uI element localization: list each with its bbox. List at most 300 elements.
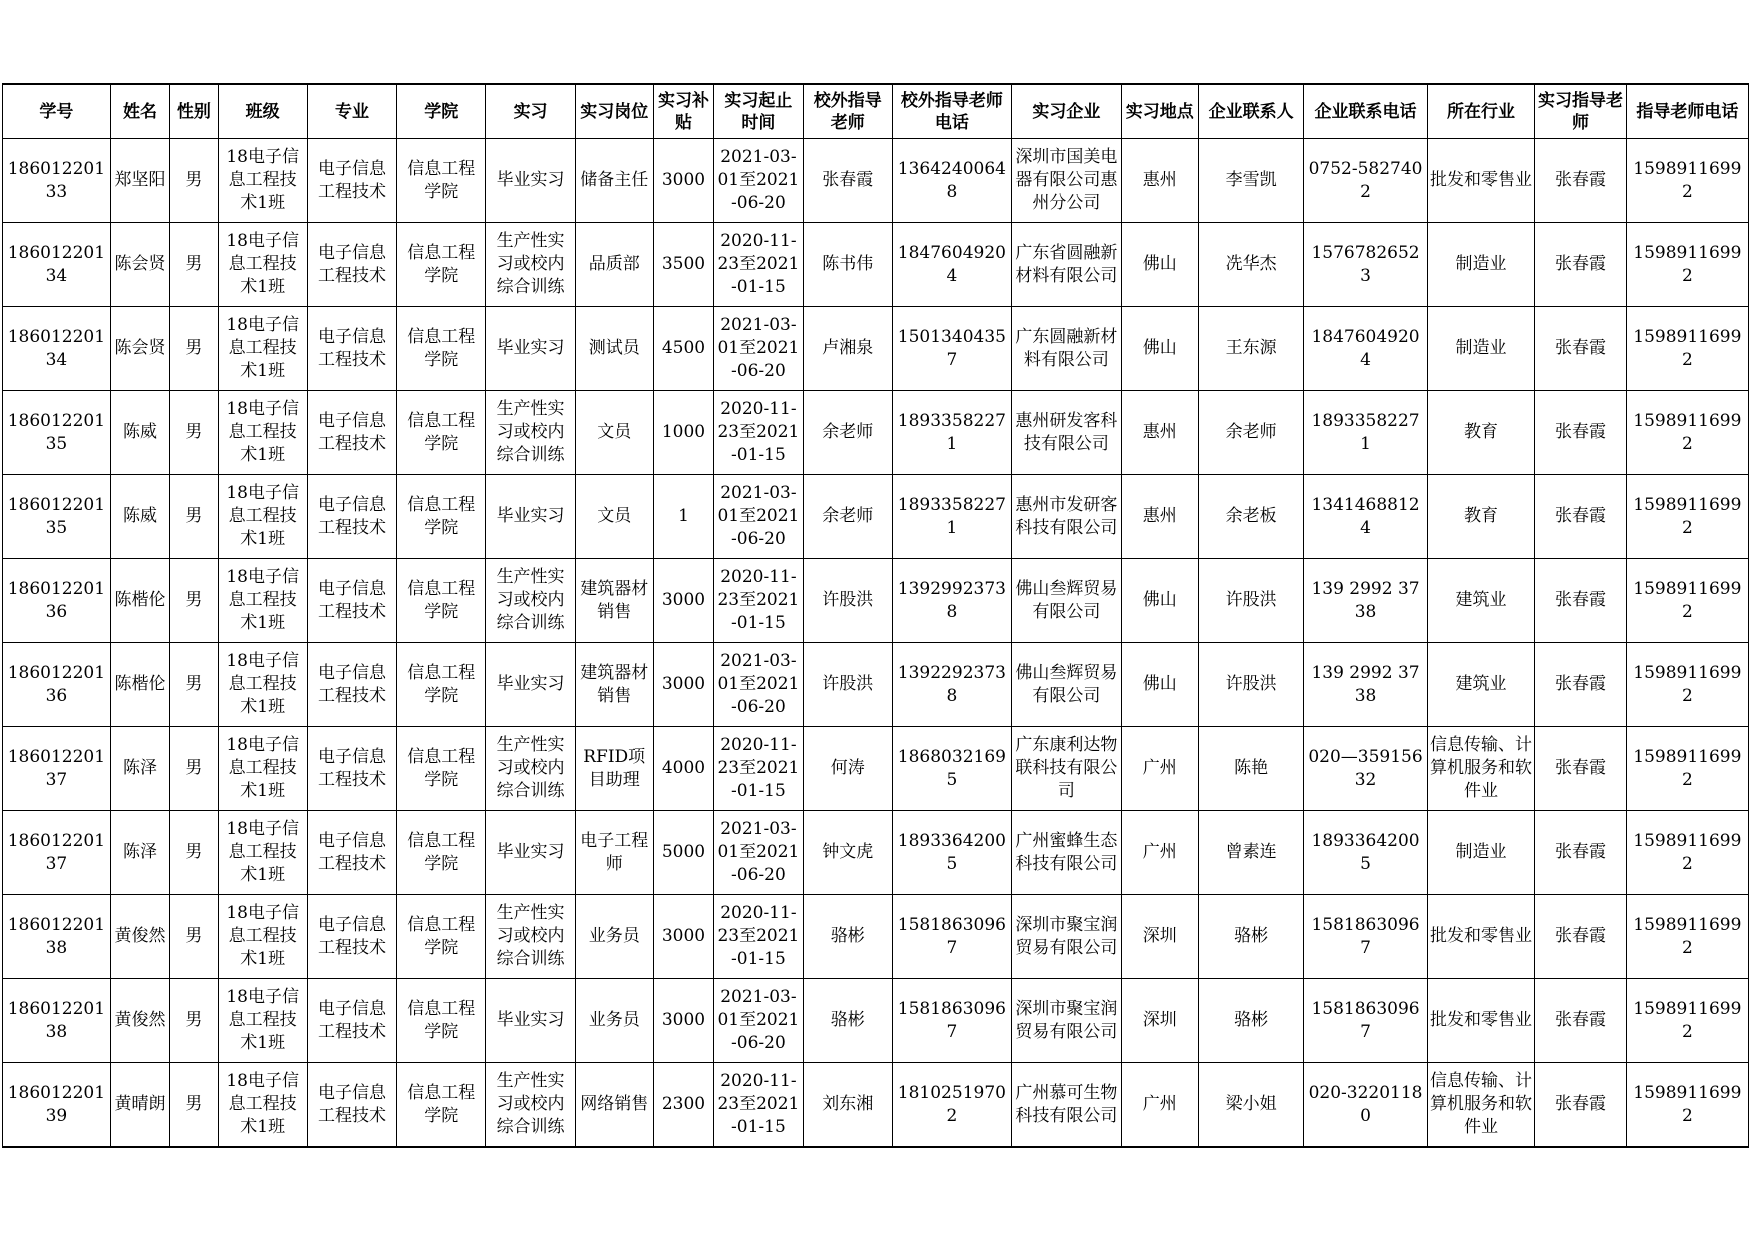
table-row (3, 475, 1749, 559)
cell-text: 张春霞 (822, 170, 874, 190)
table-cell (1011, 139, 1121, 223)
cell-text: 男 (185, 422, 203, 442)
cell-text: 男 (185, 926, 203, 946)
table-cell (1427, 307, 1535, 391)
table-cell (486, 559, 575, 643)
table-cell (1198, 475, 1304, 559)
table-cell (1198, 139, 1304, 223)
table-cell (3, 307, 111, 391)
cell-text: RFID项目助理 (583, 746, 646, 790)
table-cell (3, 559, 111, 643)
table-cell (1626, 979, 1748, 1063)
table-cell (1626, 895, 1748, 979)
cell-text: 18电子信息工程技术1班 (226, 735, 299, 801)
table-cell (1626, 307, 1748, 391)
table-cell (1626, 139, 1748, 223)
cell-text: 2021-03-01至2021-06-20 (717, 315, 800, 381)
table-cell (1011, 727, 1121, 811)
table-row (3, 643, 1749, 727)
table-cell (307, 979, 396, 1063)
cell-text: 陈泽 (123, 842, 158, 862)
table-cell (3, 1063, 111, 1148)
cell-text: 陈艳 (1234, 758, 1269, 778)
table-cell (110, 643, 170, 727)
table-cell (892, 559, 1011, 643)
cell-text: 139 2992 3738 (1311, 662, 1420, 706)
table-cell (1011, 643, 1121, 727)
table-cell (575, 727, 653, 811)
cell-text: 18601220138 (7, 998, 106, 1042)
table-row (3, 979, 1749, 1063)
cell-text: 钟文虎 (822, 842, 874, 862)
cell-text: 何涛 (830, 758, 865, 778)
table-cell (1198, 643, 1304, 727)
cell-text: 广东康利达物联科技有限公司 (1015, 735, 1118, 801)
cell-text: 3000 (661, 590, 706, 610)
cell-text: 男 (185, 254, 203, 274)
table-cell (110, 979, 170, 1063)
table-cell (397, 643, 486, 727)
cell-text: 佛山叁辉贸易有限公司 (1015, 662, 1118, 706)
cell-text: 许股洪 (822, 674, 874, 694)
cell-text: 广州 (1142, 1094, 1177, 1114)
cell-text: 曾素连 (1225, 842, 1277, 862)
cell-text: 15989116992 (1633, 578, 1742, 622)
cell-text: 18电子信息工程技术1班 (226, 315, 299, 381)
table-cell (170, 475, 218, 559)
column-header: 姓名 (110, 84, 170, 139)
cell-text: 黄俊然 (114, 926, 166, 946)
cell-text: 广州慕可生物科技有限公司 (1015, 1082, 1118, 1126)
cell-text: 张春霞 (1555, 1010, 1607, 1030)
table-cell (218, 727, 307, 811)
cell-text: 毕业实习 (496, 842, 565, 862)
cell-text: 18933642005 (1311, 830, 1420, 874)
table-cell (653, 727, 714, 811)
cell-text: 张春霞 (1555, 758, 1607, 778)
cell-text: 许股洪 (822, 590, 874, 610)
cell-text: 深圳市聚宝润贸易有限公司 (1015, 914, 1118, 958)
cell-text: 建筑业 (1455, 674, 1507, 694)
cell-text: 许股洪 (1225, 590, 1277, 610)
cell-text: 3000 (661, 1010, 706, 1030)
table-cell (307, 895, 396, 979)
table-cell (397, 1063, 486, 1148)
cell-text: 深圳 (1142, 1010, 1177, 1030)
cell-text: 信息工程学院 (407, 158, 476, 202)
cell-text: 信息工程学院 (407, 242, 476, 286)
table-cell (1011, 307, 1121, 391)
cell-text: 18601220135 (7, 410, 106, 454)
table-cell (218, 307, 307, 391)
table-cell (714, 727, 803, 811)
table-cell (1535, 391, 1626, 475)
cell-text: 0752-5827402 (1308, 158, 1423, 202)
cell-text: 电子信息工程技术 (317, 830, 386, 874)
table-cell (892, 643, 1011, 727)
table-cell (486, 727, 575, 811)
cell-text: 13414688124 (1311, 494, 1420, 538)
column-header: 企业联系人 (1198, 84, 1304, 139)
cell-text: 男 (185, 170, 203, 190)
table-cell (803, 307, 892, 391)
cell-text: 18476049204 (1311, 326, 1420, 370)
cell-text: 15989116992 (1633, 998, 1742, 1042)
column-header: 实习指导老师 (1535, 84, 1626, 139)
table-cell (1304, 139, 1427, 223)
cell-text: 生产性实习或校内综合训练 (496, 567, 565, 633)
table-cell (803, 979, 892, 1063)
column-header: 实习补贴 (653, 84, 714, 139)
cell-text: 建筑器材销售 (580, 662, 649, 706)
table-cell (575, 559, 653, 643)
table-cell (714, 223, 803, 307)
table-cell (1198, 391, 1304, 475)
table-cell (1427, 979, 1535, 1063)
cell-text: 2021-03-01至2021-06-20 (717, 483, 800, 549)
table-cell (110, 1063, 170, 1148)
cell-text: 信息工程学院 (407, 494, 476, 538)
table-cell (170, 391, 218, 475)
table-cell (397, 895, 486, 979)
cell-text: 18933642005 (897, 830, 1006, 874)
table-cell (1121, 979, 1198, 1063)
cell-text: 骆彬 (830, 926, 865, 946)
table-cell (307, 811, 396, 895)
table-cell (1535, 895, 1626, 979)
cell-text: 惠州 (1142, 422, 1177, 442)
table-cell (170, 1063, 218, 1148)
column-header: 性别 (170, 84, 218, 139)
table-cell (397, 139, 486, 223)
cell-text: 15989116992 (1633, 914, 1742, 958)
table-cell (892, 811, 1011, 895)
table-cell (892, 979, 1011, 1063)
table-cell (1304, 727, 1427, 811)
cell-text: 18电子信息工程技术1班 (226, 399, 299, 465)
table-cell (218, 223, 307, 307)
cell-text: 男 (185, 590, 203, 610)
cell-text: 2020-11-23至2021-01-15 (717, 231, 800, 297)
cell-text: 电子信息工程技术 (317, 914, 386, 958)
table-cell (397, 391, 486, 475)
table-cell (170, 223, 218, 307)
table-cell (110, 895, 170, 979)
column-header: 实习 (486, 84, 575, 139)
table-cell (1535, 307, 1626, 391)
cell-text: 18电子信息工程技术1班 (226, 231, 299, 297)
cell-text: 梁小姐 (1225, 1094, 1277, 1114)
table-cell (653, 139, 714, 223)
table-cell (653, 895, 714, 979)
cell-text: 文员 (597, 422, 632, 442)
cell-text: 陈泽 (123, 758, 158, 778)
table-cell (1427, 391, 1535, 475)
table-cell (1427, 475, 1535, 559)
cell-text: 信息传输、计算机服务和软件业 (1429, 1071, 1532, 1137)
table-cell (1427, 559, 1535, 643)
cell-text: 信息工程学院 (407, 326, 476, 370)
table-cell (892, 391, 1011, 475)
table-cell (110, 727, 170, 811)
cell-text: 电子工程师 (580, 830, 649, 874)
cell-text: 020—35915632 (1308, 746, 1423, 790)
table-row (3, 391, 1749, 475)
cell-text: 电子信息工程技术 (317, 158, 386, 202)
table-cell (892, 307, 1011, 391)
cell-text: 陈楷伦 (114, 674, 166, 694)
cell-text: 15989116992 (1633, 662, 1742, 706)
table-cell (892, 223, 1011, 307)
cell-text: 2020-11-23至2021-01-15 (717, 567, 800, 633)
cell-text: 骆彬 (1234, 1010, 1269, 1030)
cell-text: 4000 (661, 758, 706, 778)
table-cell (218, 475, 307, 559)
table-cell (1121, 223, 1198, 307)
cell-text: 陈会贤 (114, 254, 166, 274)
table-cell (1535, 559, 1626, 643)
cell-text: 网络销售 (580, 1094, 649, 1114)
cell-text: 惠州 (1142, 170, 1177, 190)
table-cell (1304, 1063, 1427, 1148)
cell-text: 陈书伟 (822, 254, 874, 274)
table-cell (218, 559, 307, 643)
cell-text: 广东省圆融新材料有限公司 (1015, 242, 1118, 286)
table-cell (397, 307, 486, 391)
cell-text: 15818630967 (1311, 914, 1420, 958)
column-header: 实习企业 (1011, 84, 1121, 139)
table-cell (307, 475, 396, 559)
cell-text: 储备主任 (580, 170, 649, 190)
table-cell (486, 139, 575, 223)
table-cell (1535, 475, 1626, 559)
cell-text: 18102519702 (897, 1082, 1006, 1126)
cell-text: 惠州 (1142, 506, 1177, 526)
table-cell (1198, 559, 1304, 643)
column-header: 实习岗位 (575, 84, 653, 139)
cell-text: 18电子信息工程技术1班 (226, 903, 299, 969)
cell-text: 3000 (661, 170, 706, 190)
internship-table (2, 83, 1749, 1148)
table-cell (892, 895, 1011, 979)
cell-text: 3500 (661, 254, 706, 274)
cell-text: 电子信息工程技术 (317, 662, 386, 706)
column-header: 专业 (307, 84, 396, 139)
table-cell (486, 643, 575, 727)
cell-text: 批发和零售业 (1429, 926, 1532, 946)
cell-text: 余老师 (1225, 422, 1277, 442)
table-cell (1121, 1063, 1198, 1148)
table-cell (1011, 475, 1121, 559)
cell-text: 张春霞 (1555, 338, 1607, 358)
table-cell (218, 979, 307, 1063)
cell-text: 电子信息工程技术 (317, 410, 386, 454)
table-cell (3, 643, 111, 727)
cell-text: 18933582271 (897, 410, 1006, 454)
cell-text: 18601220133 (7, 158, 106, 202)
table-cell (575, 811, 653, 895)
table-cell (1011, 811, 1121, 895)
cell-text: 深圳 (1142, 926, 1177, 946)
column-header: 实习地点 (1121, 84, 1198, 139)
table-cell (714, 1063, 803, 1148)
table-cell (653, 475, 714, 559)
cell-text: 13929923738 (897, 578, 1006, 622)
cell-text: 张春霞 (1555, 422, 1607, 442)
table-cell (1304, 391, 1427, 475)
table-cell (653, 559, 714, 643)
table-cell (307, 139, 396, 223)
table-cell (1626, 223, 1748, 307)
table-cell (218, 1063, 307, 1148)
cell-text: 18601220134 (7, 326, 106, 370)
cell-text: 电子信息工程技术 (317, 494, 386, 538)
table-row (3, 559, 1749, 643)
table-cell (714, 139, 803, 223)
table-cell (575, 895, 653, 979)
table-cell (1535, 1063, 1626, 1148)
table-cell (1304, 223, 1427, 307)
table-cell (486, 307, 575, 391)
cell-text: 2021-03-01至2021-06-20 (717, 147, 800, 213)
cell-text: 批发和零售业 (1429, 170, 1532, 190)
cell-text: 18电子信息工程技术1班 (226, 567, 299, 633)
table-row (3, 307, 1749, 391)
table-cell (1535, 643, 1626, 727)
table-cell (397, 979, 486, 1063)
cell-text: 信息工程学院 (407, 578, 476, 622)
cell-text: 生产性实习或校内综合训练 (496, 231, 565, 297)
table-cell (3, 391, 111, 475)
table-cell (397, 559, 486, 643)
cell-text: 男 (185, 674, 203, 694)
table-cell (714, 391, 803, 475)
table-cell (1535, 727, 1626, 811)
table-row (3, 1063, 1749, 1148)
cell-text: 生产性实习或校内综合训练 (496, 735, 565, 801)
cell-text: 黄俊然 (114, 1010, 166, 1030)
cell-text: 骆彬 (1234, 926, 1269, 946)
table-cell (486, 979, 575, 1063)
table-cell (3, 223, 111, 307)
table-cell (3, 139, 111, 223)
cell-text: 许股洪 (1225, 674, 1277, 694)
cell-text: 2021-03-01至2021-06-20 (717, 651, 800, 717)
cell-text: 男 (185, 758, 203, 778)
table-cell (218, 391, 307, 475)
table-cell (1011, 223, 1121, 307)
cell-text: 2020-11-23至2021-01-15 (717, 903, 800, 969)
cell-text: 3000 (661, 926, 706, 946)
table-cell (307, 223, 396, 307)
cell-text: 王东源 (1225, 338, 1277, 358)
cell-text: 教育 (1463, 422, 1498, 442)
table-cell (3, 727, 111, 811)
table-cell (653, 643, 714, 727)
table-cell (486, 811, 575, 895)
table-cell (1121, 307, 1198, 391)
cell-text: 18601220134 (7, 242, 106, 286)
cell-text: 信息工程学院 (407, 998, 476, 1042)
table-cell (307, 559, 396, 643)
table-cell (1535, 223, 1626, 307)
cell-text: 业务员 (588, 1010, 640, 1030)
cell-text: 批发和零售业 (1429, 1010, 1532, 1030)
cell-text: 余老师 (822, 422, 874, 442)
cell-text: 2300 (661, 1094, 706, 1114)
cell-text: 18601220136 (7, 578, 106, 622)
cell-text: 文员 (597, 506, 632, 526)
table-cell (110, 811, 170, 895)
cell-text: 品质部 (588, 254, 640, 274)
cell-text: 电子信息工程技术 (317, 1082, 386, 1126)
table-cell (1198, 895, 1304, 979)
table-cell (575, 643, 653, 727)
table-cell (714, 895, 803, 979)
table-cell (486, 475, 575, 559)
cell-text: 15989116992 (1633, 242, 1742, 286)
table-cell (170, 895, 218, 979)
cell-text: 18476049204 (897, 242, 1006, 286)
cell-text: 电子信息工程技术 (317, 242, 386, 286)
table-cell (170, 979, 218, 1063)
table-cell (803, 223, 892, 307)
cell-text: 18933582271 (897, 494, 1006, 538)
table-cell (1198, 223, 1304, 307)
cell-text: 15989116992 (1633, 494, 1742, 538)
table-cell (110, 475, 170, 559)
cell-text: 电子信息工程技术 (317, 326, 386, 370)
table-cell (1011, 1063, 1121, 1148)
cell-text: 佛山 (1142, 254, 1177, 274)
table-cell (892, 1063, 1011, 1148)
table-row (3, 895, 1749, 979)
table-cell (3, 475, 111, 559)
cell-text: 深圳市聚宝润贸易有限公司 (1015, 998, 1118, 1042)
table-row (3, 811, 1749, 895)
cell-text: 18601220136 (7, 662, 106, 706)
cell-text: 测试员 (588, 338, 640, 358)
table-cell (110, 307, 170, 391)
cell-text: 建筑器材销售 (580, 578, 649, 622)
table-cell (218, 895, 307, 979)
table-cell (575, 979, 653, 1063)
header-row (3, 84, 1749, 139)
cell-text: 毕业实习 (496, 674, 565, 694)
cell-text: 18电子信息工程技术1班 (226, 987, 299, 1053)
cell-text: 卢湘泉 (822, 338, 874, 358)
cell-text: 生产性实习或校内综合训练 (496, 399, 565, 465)
cell-text: 制造业 (1455, 254, 1507, 274)
cell-text: 毕业实习 (496, 338, 565, 358)
table-cell (803, 391, 892, 475)
cell-text: 15989116992 (1633, 1082, 1742, 1126)
table-cell (1198, 811, 1304, 895)
cell-text: 信息传输、计算机服务和软件业 (1429, 735, 1532, 801)
cell-text: 毕业实习 (496, 1010, 565, 1030)
cell-text: 生产性实习或校内综合训练 (496, 1071, 565, 1137)
table-cell (1427, 223, 1535, 307)
table-cell (1304, 811, 1427, 895)
column-header: 班级 (218, 84, 307, 139)
table-cell (714, 475, 803, 559)
cell-text: 13642400648 (897, 158, 1006, 202)
cell-text: 15989116992 (1633, 410, 1742, 454)
table-cell (1304, 559, 1427, 643)
cell-text: 张春霞 (1555, 926, 1607, 946)
cell-text: 张春霞 (1555, 842, 1607, 862)
cell-text: 广州 (1142, 842, 1177, 862)
